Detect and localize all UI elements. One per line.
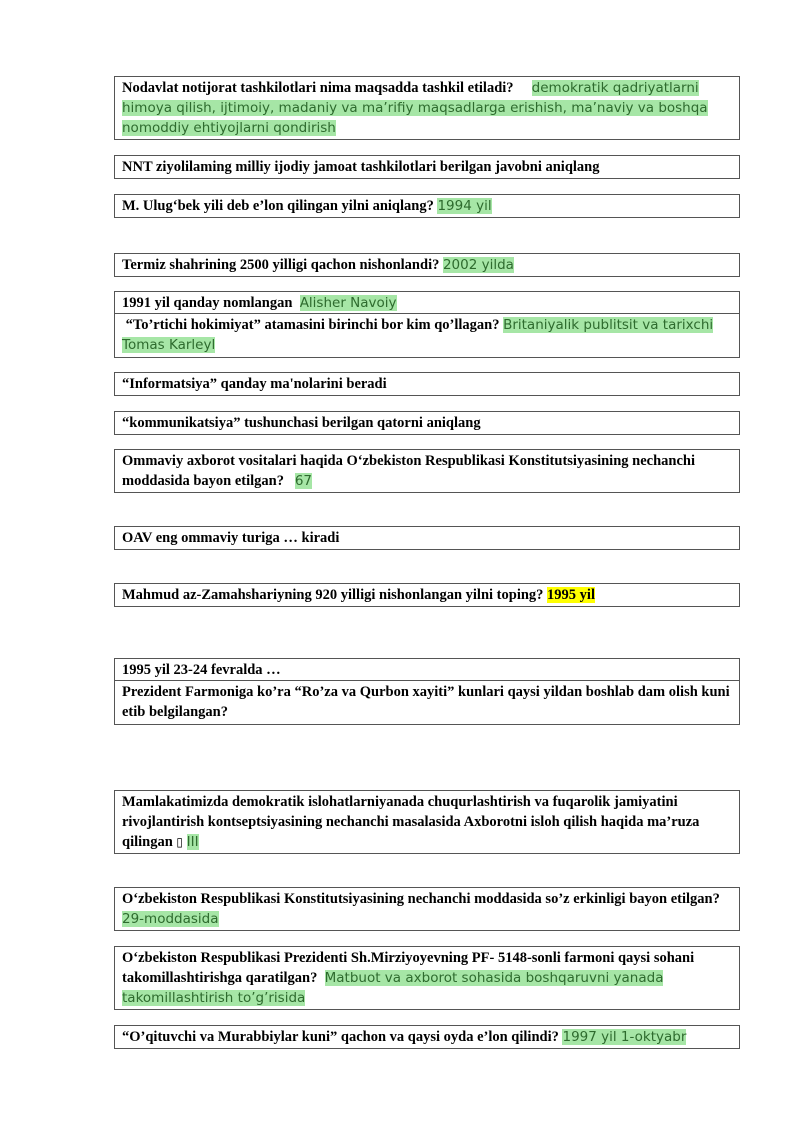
question-text: 1991 yil qanday nomlangan — [122, 295, 293, 311]
question-text: Ommaviy axborot vositalari haqida O‘zbekiston Respublikasi Konstitutsiyasining nechanchi moddasida bayon etilgan? — [122, 453, 695, 489]
missing-glyph-icon: ▯ — [176, 835, 184, 849]
question-text: “kommunikatsiya” tushunchasi berilgan qatorni aniqlang — [122, 415, 481, 431]
question-box-11 — [114, 583, 740, 607]
table-row — [122, 293, 733, 313]
question-box-16 — [114, 946, 740, 1010]
question-text: Termiz shahrining 2500 yilligi qachon nishonlandi? — [122, 257, 440, 273]
question-box-4 — [114, 253, 740, 277]
question-box-8 — [114, 411, 740, 435]
question-text: Prezident Farmoniga ko’ra “Ro’za va Qurbon xayiti” kunlari qaysi yildan boshlab dam olish kuni etib belgilangan? — [122, 684, 730, 720]
question-box-12 — [114, 658, 740, 725]
question-box-14 — [114, 790, 740, 854]
question-box-7 — [114, 372, 740, 396]
question-text: Mamlakatimizda demokratik islohatlarniyanada chuqurlashtirish va fuqarolik jamiyatini rivojlantirish kontseptsiyasining nechanchi masalasida Axborotni isloh qilish haqida ma’ruza qilingan — [122, 794, 700, 850]
question-text: 1995 yil 23-24 fevralda … — [122, 662, 281, 678]
question-text: O‘zbekiston Respublikasi Konstitutsiyasining nechanchi moddasida so’z erkinligi bayon etilgan? — [122, 891, 720, 907]
question-box-1 — [114, 76, 740, 140]
answer-text: Alisher Navoiy — [299, 295, 397, 311]
question-box-9 — [114, 449, 740, 493]
answer-text: III — [186, 834, 199, 850]
question-box-5 — [114, 291, 740, 358]
answer-text: 1994 yil — [437, 198, 492, 214]
question-box-17 — [114, 1025, 740, 1049]
question-box-15 — [114, 887, 740, 931]
question-text: OAV eng ommaviy turiga … kiradi — [122, 530, 340, 546]
question-text: “O’qituvchi va Murabbiylar kuni” qachon va qaysi oyda e’lon qilindi? — [122, 1029, 559, 1045]
answer-text: Matbuot va axborot sohasida boshqaruvni yanada takomillashtirish to’g’risida — [122, 970, 664, 1006]
question-text: Mahmud az-Zamahshariyning 920 yilligi nishonlangan yilni toping? — [122, 587, 544, 603]
question-text: “Informatsiya” qanday ma'nolarini beradi — [122, 376, 387, 392]
table-row — [115, 680, 739, 723]
table-row — [115, 313, 739, 356]
answer-text: 67 — [294, 473, 313, 489]
answer-text: 1997 yil 1-oktyabr — [562, 1029, 687, 1045]
table-row — [122, 660, 733, 680]
question-text: “To’rtichi hokimiyat” atamasini birinchi bor kim qo’llagan? — [125, 317, 500, 333]
answer-text: 1995 yil — [547, 587, 595, 603]
answer-text: Britaniyalik publitsit va tarixchi Tomas Karleyl — [122, 317, 714, 353]
question-text: Nodavlat notijorat tashkilotlari nima maqsadda tashkil etiladi? — [122, 80, 514, 96]
question-text: NNT ziyolilaming milliy ijodiy jamoat tashkilotlari berilgan javobni aniqlang — [122, 159, 600, 175]
question-text: M. Ulug‘bek yili deb e’lon qilingan yilni aniqlang? — [122, 198, 434, 214]
answer-text: 2002 yilda — [442, 257, 514, 273]
answer-text: 29-moddasida — [122, 911, 219, 927]
question-box-3 — [114, 194, 740, 218]
answer-text: demokratik qadriyatlarni himoya qilish, ijtimoiy, madaniy va ma’rifiy maqsadlarga erishish, ma’naviy va boshqa nomoddiy ehtiyojlarni qondirish — [122, 80, 708, 136]
question-text: O‘zbekiston Respublikasi Prezidenti Sh.Mirziyoyevning PF- 5148-sonli farmoni qaysi sohani takomillashtirishga qaratilgan? — [122, 950, 695, 986]
question-box-2 — [114, 155, 740, 179]
question-box-10 — [114, 526, 740, 550]
